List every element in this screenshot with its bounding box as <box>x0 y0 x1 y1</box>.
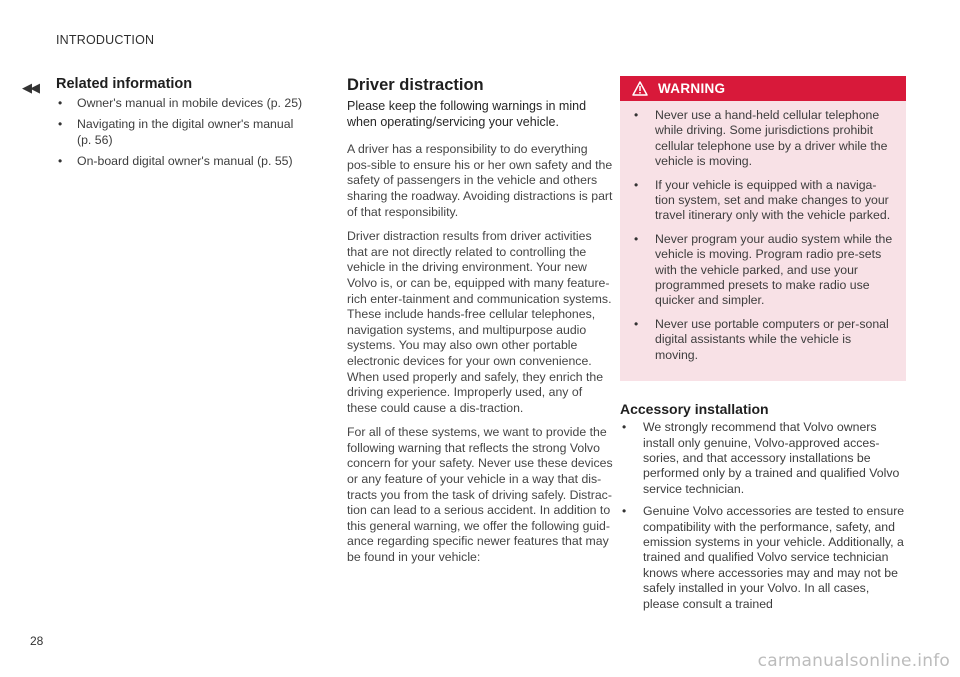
driver-distraction-column <box>347 76 613 575</box>
page-number: 28 <box>30 634 44 648</box>
related-information-list <box>56 96 306 170</box>
back-arrows-icon[interactable]: ◀◀ <box>22 80 38 95</box>
accessory-list <box>620 420 906 612</box>
warning-triangle-icon <box>632 81 648 96</box>
related-information-title: Related information <box>56 76 193 92</box>
related-link-navigating-manual[interactable]: • Navigating in the digital owner's manual (p. 56) <box>56 117 306 148</box>
paragraph: For all of these systems, we want to provide the following warning that reflects the strong Volvo concern for your safety. Never use these devices or any feature of your vehicle in a way that dis-tracts you from the task of driving safely. Distrac-tion can lead to a serious accident. In addition to this general warning, we offer the following guid-ance regarding specific newer features that may be found in your vehicle: <box>347 425 613 565</box>
paragraph: Driver distraction results from driver activities that are not directly related to controlling the vehicle in the driving environment. Your new Volvo is, or can be, equipped with many feature-rich enter-tainment and communication systems. These include hands-free cellular telephones, navigation systems, and multipurpose audio systems. You may also own other portable electronic devices for your own convenience. When used properly and safely, they enrich the driving experience. Improperly used, any of these could cause a dis-traction. <box>347 229 612 415</box>
related-information-column <box>56 76 306 176</box>
related-link-mobile-manual[interactable]: • Owner's manual in mobile devices (p. 25) <box>56 96 306 111</box>
list-item: • If your vehicle is equipped with a naviga-tion system, set and make changes to your travel itinerary only with the vehicle parked. <box>632 178 894 224</box>
warning-accessory-column <box>620 76 906 619</box>
warning-header <box>620 76 906 101</box>
list-item: • We strongly recommend that Volvo owners install only genuine, Volvo-approved acces-sories, and that accessory installations be performed only by a trained and qualified Volvo service technician. <box>620 420 906 497</box>
warning-title: WARNING <box>658 81 726 96</box>
accessory-installation-title: Accessory installation <box>620 401 769 418</box>
list-item: • Never use a hand-held cellular telephone while driving. Some jurisdictions prohibit cellular telephone use by a driver while the vehicle is moving. <box>632 108 894 170</box>
watermark: carmanualsonline.info <box>757 651 950 671</box>
list-item: • Never use portable computers or per-sonal digital assistants while the vehicle is moving. <box>632 317 894 363</box>
section-header: INTRODUCTION <box>56 33 155 47</box>
warning-box <box>620 76 906 381</box>
list-item: • Never program your audio system while the vehicle is moving. Program radio pre-sets with the vehicle parked, and use your programmed presets to make radio use quicker and simpler. <box>632 232 894 309</box>
driver-distraction-title: Driver distraction <box>347 76 484 94</box>
list-item: • Genuine Volvo accessories are tested to ensure compatibility with the performance, safety, and emission systems in your vehicle. Additionally, a trained and qualified Volvo service technician knows where accessories may and may not be safely installed in your Volvo. In all cases, please consult a trained <box>620 504 906 612</box>
paragraph: A driver has a responsibility to do everything pos-sible to ensure his or her own safety and the safety of passengers in the vehicle and others sharing the roadway. Avoiding distractions is part of that responsibility. <box>347 142 613 219</box>
warning-list <box>620 101 906 375</box>
related-link-onboard-manual[interactable]: • On-board digital owner's manual (p. 55) <box>56 154 306 169</box>
driver-distraction-lead: Please keep the following warnings in mind when operating/servicing your vehicle. <box>347 99 587 129</box>
